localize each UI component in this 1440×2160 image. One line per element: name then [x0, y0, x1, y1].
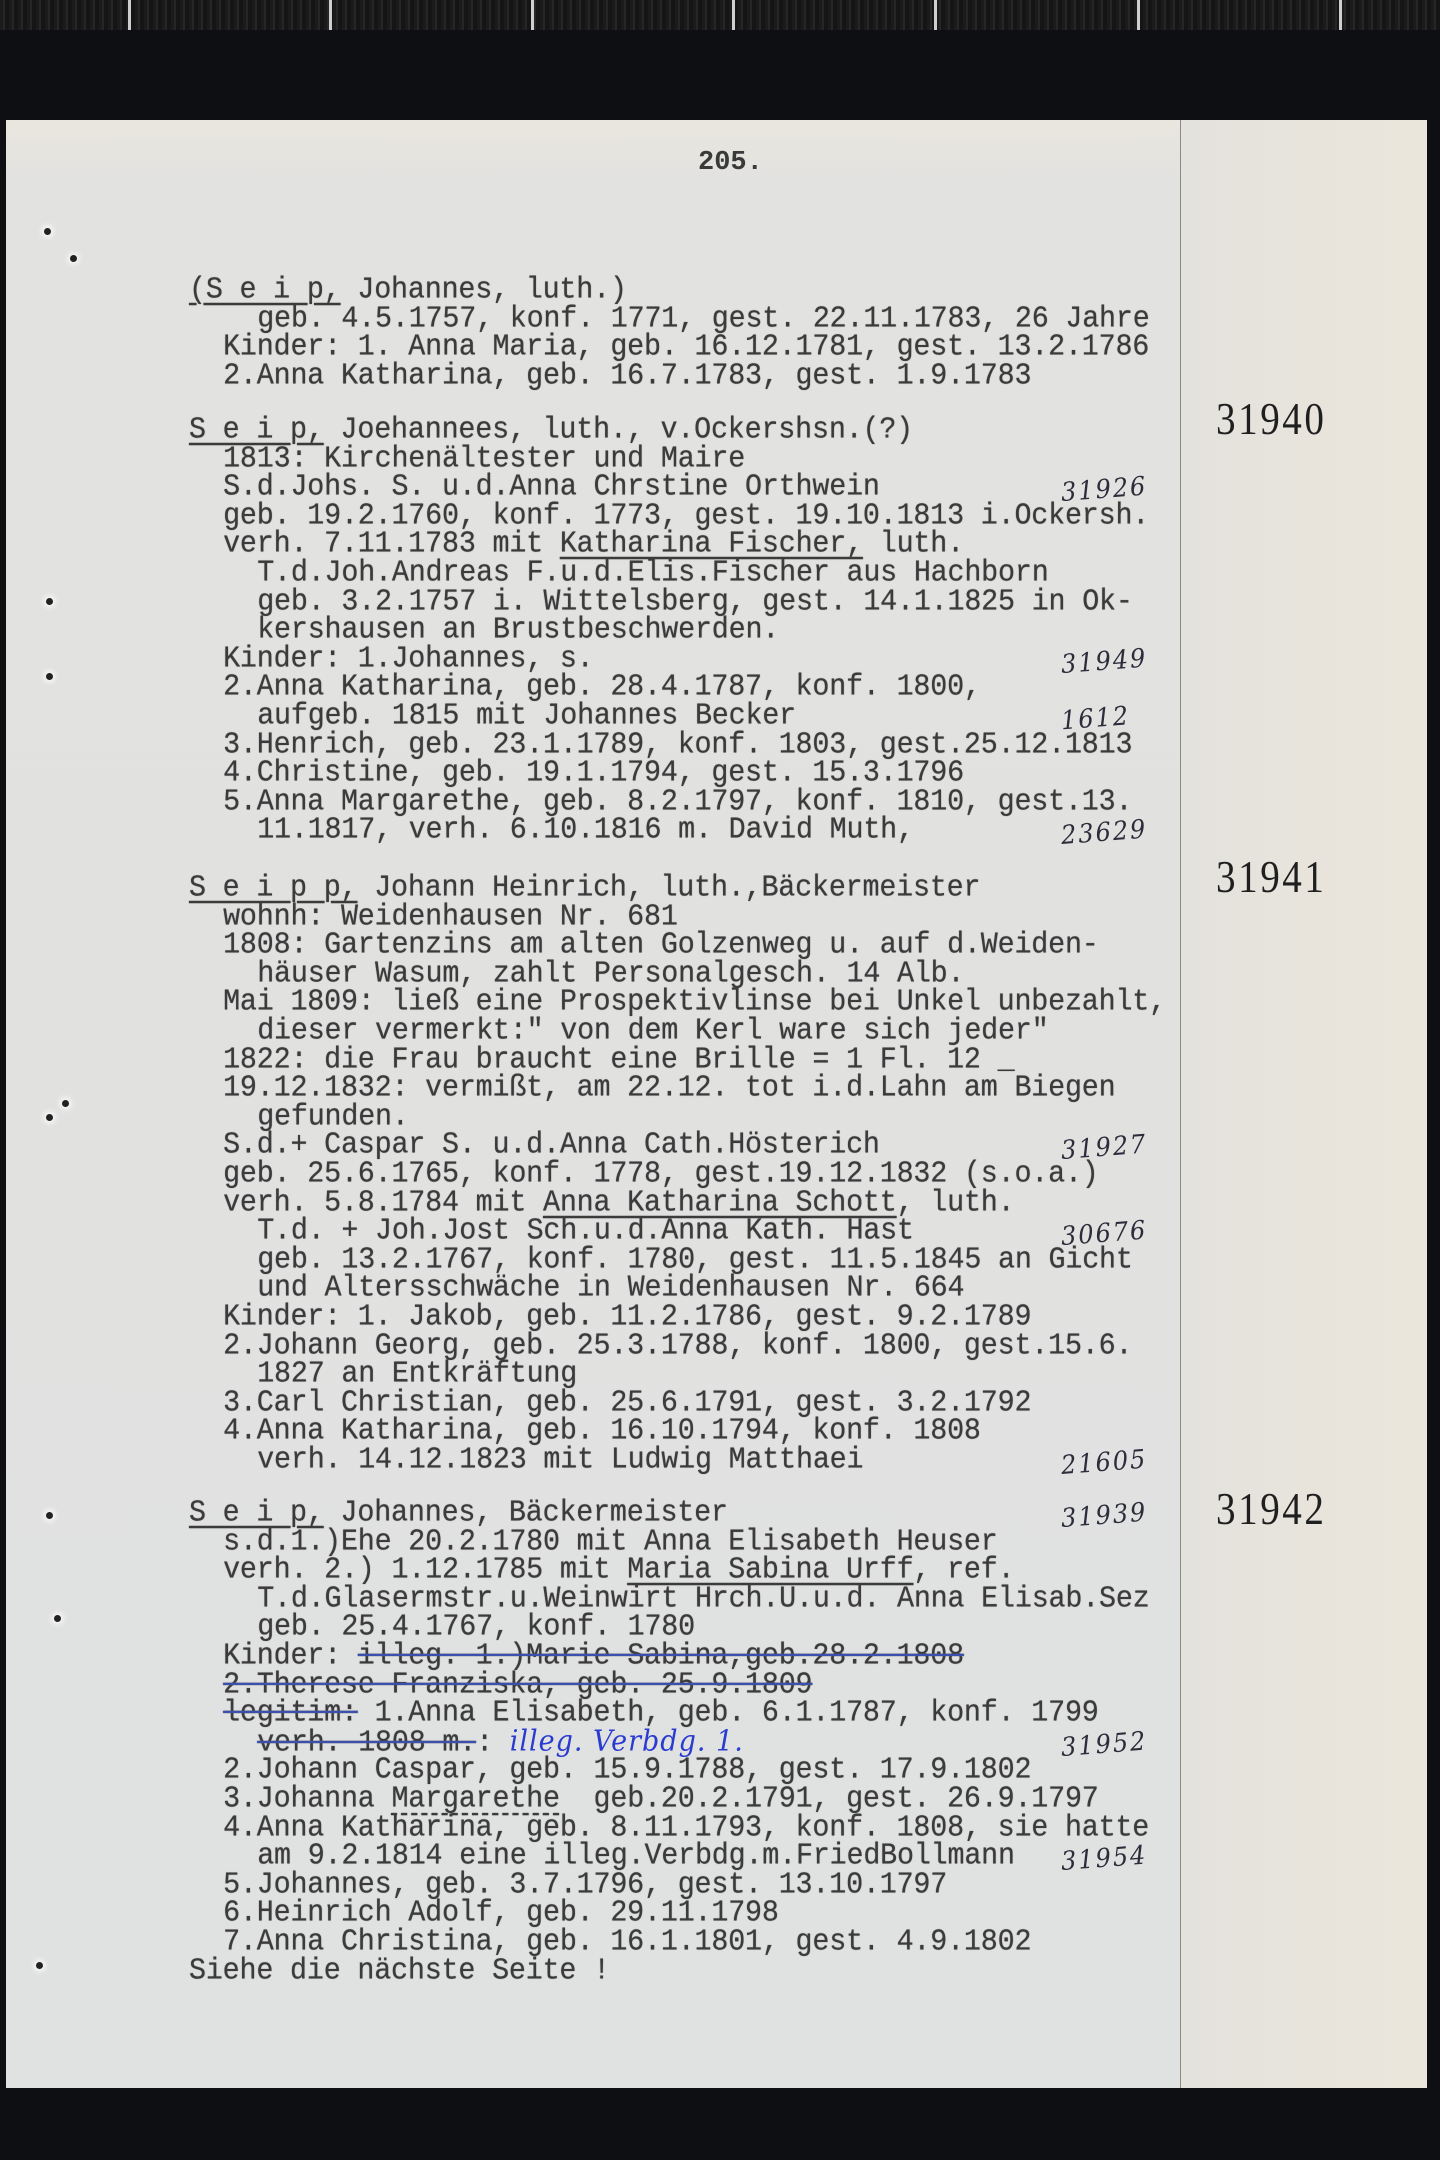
typed-text: Johann Heinrich, luth.,Bäckermeister [357, 869, 981, 906]
typed-text: 7.Anna Christina, geb. 16.1.1801, gest. 4.9.1802 [223, 1923, 1032, 1960]
typed-text: verh. 7.11.1783 mit [223, 525, 560, 562]
typed-text: 4.Anna Katharina, geb. 8.11.1793, konf. 1808, sie hatte [223, 1809, 1150, 1845]
underlined-name: (S e i p, [189, 271, 341, 308]
typed-text: häuser Wasum, zahlt Personalgesch. 14 Alb. [257, 955, 965, 992]
typed-text: verh. 2.) 1.12.1785 mit [223, 1551, 628, 1588]
typed-text: 3.Johanna [223, 1780, 392, 1817]
typed-text: 3.Henrich, geb. 23.1.1789, konf. 1803, gest.25.12.1813 [223, 726, 1133, 762]
punch-mark [62, 1100, 69, 1107]
typed-text: T.d.Joh.Andreas F.u.d.Elis.Fischer aus Hachborn [257, 554, 1049, 591]
reference-number: 31942 [1216, 1483, 1327, 1534]
typed-text: S.d.Johs. S. u.d.Anna Chrstine Orthwein [223, 468, 880, 505]
typed-text: Kinder: 1.Johannes, s. [223, 640, 594, 677]
typed-text: luth. [862, 525, 964, 562]
typed-text: kershausen an Brustbeschwerden. [257, 611, 780, 648]
handwritten-annotation: illeg. Verbdg. 1. [509, 1724, 744, 1758]
typed-text: 5.Anna Margarethe, geb. 8.2.1797, konf. 1810, gest.13. [223, 783, 1133, 819]
typed-text: 1827 an Entkräftung [257, 1355, 578, 1392]
underlined-name: S e i p, [189, 1494, 324, 1531]
typed-text: 1813: Kirchenältester und Maire [223, 440, 746, 476]
typed-text: aufgeb. 1815 mit Johannes Becker [257, 697, 796, 734]
typed-text: Johannes, Bäckermeister [323, 1494, 728, 1531]
typed-text: , luth. [896, 1184, 1015, 1220]
underlined-name: Anna Katharina Schott [543, 1184, 897, 1220]
typed-text: 4.Christine, geb. 19.1.1794, gest. 15.3.1796 [223, 754, 964, 791]
text-line [189, 1952, 1150, 1988]
typed-text: geb. 19.2.1760, konf. 1773, gest. 19.10.1813 i.Ockersh. [223, 497, 1150, 534]
typed-text: gefunden. [257, 1098, 409, 1135]
typed-text: 3.Carl Christian, geb. 25.6.1791, gest. 3.2.1792 [223, 1384, 1032, 1420]
typed-text: 4.Anna Katharina, geb. 16.10.1794, konf. 1808 [223, 1412, 981, 1449]
text-line [189, 811, 1149, 851]
film-strip-border [0, 0, 1440, 30]
handwritten-reference: 1612 [1060, 700, 1131, 736]
handwritten-reference: 31926 [1060, 470, 1149, 508]
typed-text: geb. 25.4.1767, konf. 1780 [257, 1608, 695, 1645]
typed-text: 6.Heinrich Adolf, geb. 29.11.1798 [223, 1894, 779, 1931]
typed-text: S.d.+ Caspar S. u.d.Anna Cath.Hösterich [223, 1126, 880, 1163]
typed-text: T.d.Glasermstr.u.Weinwirt Hrch.U.u.d. Anna Elisab.Sez [257, 1580, 1150, 1617]
typed-text: geb. 13.2.1767, konf. 1780, gest. 11.5.1845 an Gicht [257, 1241, 1133, 1277]
typed-text: 11.1817, verh. 6.10.1816 m. David Muth, [257, 811, 914, 848]
typed-text: 1.Anna Elisabeth, geb. 6.1.1787, konf. 1799 [357, 1694, 1099, 1731]
film-tick [329, 0, 332, 30]
handwritten-reference: 21605 [1060, 1443, 1149, 1481]
typed-text: wohnh: Weidenhausen Nr. 681 [223, 898, 678, 934]
underlined-name: S e i p p, [189, 869, 358, 906]
text-line [189, 357, 1150, 394]
handwritten-reference: 30676 [1060, 1214, 1149, 1252]
typed-text: 2.Anna Katharina, geb. 16.7.1783, gest. 1.9.1783 [223, 357, 1032, 394]
punch-mark [54, 1615, 61, 1622]
punch-mark [46, 598, 53, 605]
typed-text: geb. 4.5.1757, konf. 1771, gest. 22.11.1783, 26 Jahre [257, 300, 1150, 336]
typed-text: Kinder: [223, 1637, 358, 1674]
underlined-name: Maria Sabina Urff [627, 1551, 914, 1588]
typed-text: am 9.2.1814 eine illeg.Verbdg.m.FriedBollmann [257, 1837, 1015, 1874]
typed-text: 2.Anna Katharina, geb. 28.4.1787, konf. 1800, [223, 668, 981, 705]
typed-text: 2.Johann Georg, geb. 25.3.1788, konf. 1800, gest.15.6. [223, 1327, 1133, 1363]
page-number: 205. [698, 148, 763, 178]
typed-text: verh. 14.12.1823 mit Ludwig Matthaei [257, 1441, 864, 1478]
typed-text: 19.12.1832: vermißt, am 22.12. tot i.d.Lahn am Biegen [223, 1069, 1116, 1106]
typed-text: 5.Johannes, geb. 3.7.1796, gest. 13.10.1797 [223, 1866, 948, 1902]
genealogy-entry-31940 [189, 411, 1150, 851]
handwritten-reference: 31939 [1060, 1496, 1149, 1534]
document-page [6, 120, 1426, 2088]
film-tick [128, 0, 131, 30]
typed-text: Siehe die nächste Seite ! [189, 1952, 610, 1988]
film-tick [934, 0, 937, 30]
underlined-name: Margarethe [391, 1780, 560, 1817]
punch-mark [46, 1512, 53, 1519]
struck-text: 2.Therese Franziska, geb. 25.9.1809 [223, 1666, 813, 1702]
underlined-name: Katharina Fischer, [559, 525, 863, 562]
typed-text: und Altersschwäche in Weidenhausen Nr. 664 [257, 1269, 965, 1306]
typed-text: , ref. [913, 1551, 1015, 1588]
typed-text: 1822: die Frau braucht eine Brille = 1 Fl. 12 _ [223, 1041, 1015, 1077]
typed-text: Johannes, luth.) [340, 271, 627, 308]
reference-number: 31941 [1216, 851, 1327, 902]
typed-text: Kinder: 1. Anna Maria, geb. 16.12.1781, gest. 13.2.1786 [223, 328, 1150, 365]
punch-mark [46, 1114, 53, 1121]
genealogy-entry-31941 [189, 869, 1166, 1481]
typed-text: s.d.1.)Ehe 20.2.1780 mit Anna Elisabeth Heuser [223, 1523, 998, 1559]
reference-number: 31940 [1216, 393, 1327, 444]
underlined-name: S e i p, [189, 411, 324, 448]
punch-mark [46, 673, 53, 680]
genealogy-entry-31942 [189, 1494, 1150, 1988]
film-tick [732, 0, 735, 30]
typed-text: dieser vermerkt:" von dem Kerl ware sich jeder" [257, 1012, 1049, 1049]
film-tick [1137, 0, 1140, 30]
handwritten-reference: 31949 [1060, 642, 1149, 680]
punch-mark [70, 255, 77, 262]
typed-text: Kinder: 1. Jakob, geb. 11.2.1786, gest. 9.2.1789 [223, 1298, 1032, 1335]
handwritten-reference: 23629 [1060, 814, 1149, 851]
typed-text: T.d. + Joh.Jost Sch.u.d.Anna Kath. Hast [257, 1212, 914, 1249]
struck-text: legitim: [223, 1694, 358, 1731]
struck-text: verh. 1808 m. [257, 1724, 477, 1761]
punch-mark [44, 228, 51, 235]
typed-text: : [476, 1724, 510, 1761]
handwritten-reference: 31952 [1060, 1725, 1149, 1763]
punch-mark [36, 1962, 43, 1969]
handwritten-reference: 31927 [1060, 1129, 1149, 1166]
typed-text: geb. 25.6.1765, konf. 1778, gest.19.12.1832 (s.o.a.) [223, 1155, 1099, 1192]
film-tick [531, 0, 534, 30]
typed-text: Mai 1809: ließ eine Prospektivlinse bei Unkel unbezahlt, [223, 983, 1166, 1020]
film-tick [1339, 0, 1342, 30]
struck-text: illeg. 1.)Marie Sabina,geb.28.2.1808 [357, 1637, 964, 1674]
genealogy-entry-seip-johannes-1757 [189, 271, 1150, 394]
typed-text: Joehannees, luth., v.Ockershsn.(?) [323, 411, 914, 448]
typed-text: verh. 5.8.1784 mit [223, 1184, 543, 1220]
text-line [189, 1441, 1166, 1481]
handwritten-reference: 31954 [1060, 1839, 1149, 1877]
typed-text: 2.Johann Caspar, geb. 15.9.1788, gest. 17.9.1802 [223, 1751, 1032, 1788]
typed-text: 1808: Gartenzins am alten Golzenweg u. auf d.Weiden- [223, 926, 1099, 963]
typed-text: geb.20.2.1791, gest. 26.9.1797 [559, 1780, 1099, 1817]
typed-text: geb. 3.2.1757 i. Wittelsberg, gest. 14.1.1825 in Ok- [257, 583, 1133, 619]
